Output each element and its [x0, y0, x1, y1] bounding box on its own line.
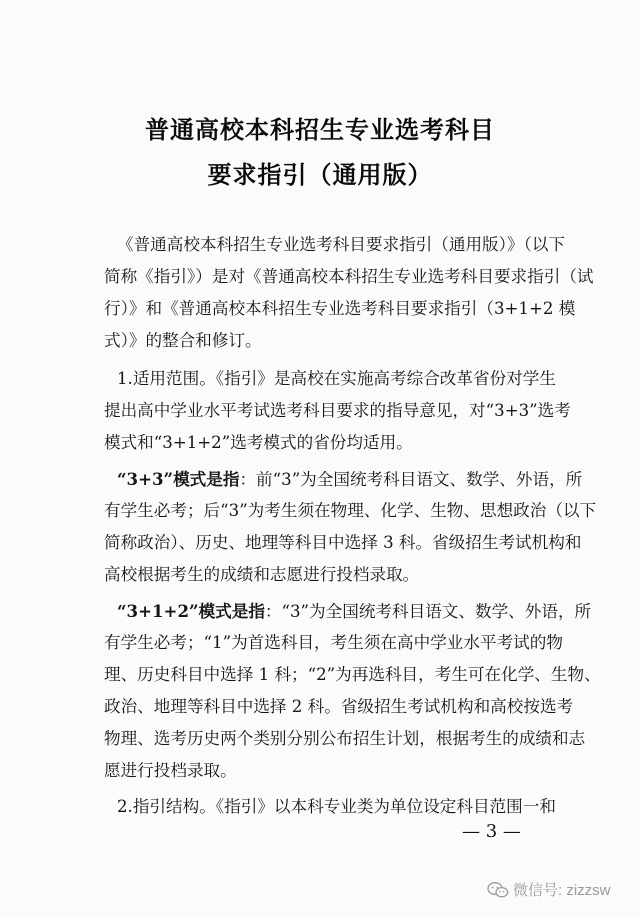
paragraph-line: 有学生必考；后“3”为考生须在物理、化学、生物、思想政治（以下	[104, 501, 597, 520]
document-title-line2: 要求指引（通用版）	[207, 160, 433, 189]
paragraph-line: 有学生必考；“1”为首选科目，考生须在高中学业水平考试的物	[104, 633, 563, 652]
paragraph-line: 高校根据考生的成绩和志愿进行投档录取。	[104, 565, 420, 584]
paragraph-line: 1.适用范围。《指引》是高校在实施高考综合改革省份对学生	[117, 369, 556, 388]
paragraph-line: 2.指引结构。《指引》以本科专业类为单位设定科目范围一和	[117, 797, 556, 816]
paragraph-line: 《普通高校本科招生专业选考科目要求指引（通用版）》（以下	[117, 235, 566, 254]
paragraph-line: “3+1+2”模式是指：“3”为全国统考科目语文、数学、外语，所	[117, 601, 592, 621]
paragraph-line: 简称《指引》）是对《普通高校本科招生专业选考科目要求指引（试	[104, 267, 594, 286]
paragraph-line: 行）》和《普通高校本科招生专业选考科目要求指引（3+1+2 模	[104, 299, 576, 318]
paragraph-line: 式）》的整合和修订。	[104, 331, 262, 350]
paragraph-line: 愿进行投档录取。	[104, 761, 237, 780]
paragraph-line: 简称政治）、历史、地理等科目中选择 3 科。省级招生考试机构和	[104, 533, 582, 552]
page-number: — 3 —	[462, 821, 521, 842]
paragraph-line: 提出高中学业水平考试选考科目要求的指导意见，对“3+3”选考	[104, 401, 571, 420]
paragraph-line: 物理、选考历史两个类别分别公布招生计划，根据考生的成绩和志	[104, 729, 586, 748]
watermark-text: 微信号: zizzsw	[513, 882, 611, 899]
paragraph-line: “3+3”模式是指：前“3”为全国统考科目语文、数学、外语，所	[117, 469, 583, 489]
paragraph-line: 政治、地理等科目中选择 2 科。省级招生考试机构和高校按选考	[104, 697, 574, 716]
paragraph-line: 模式和“3+1+2”选考模式的省份均适用。	[104, 433, 413, 452]
watermark	[487, 879, 611, 900]
wechat-icon	[487, 881, 509, 899]
paragraph-line: 理、历史科目中选择 1 科；“2”为再选科目，考生可在化学、生物、	[104, 665, 601, 684]
bold-lead: “3+1+2”模式是指	[117, 601, 265, 621]
bold-lead: “3+3”模式是指	[117, 469, 240, 489]
document-title-line1: 普通高校本科招生专业选考科目	[145, 115, 495, 144]
